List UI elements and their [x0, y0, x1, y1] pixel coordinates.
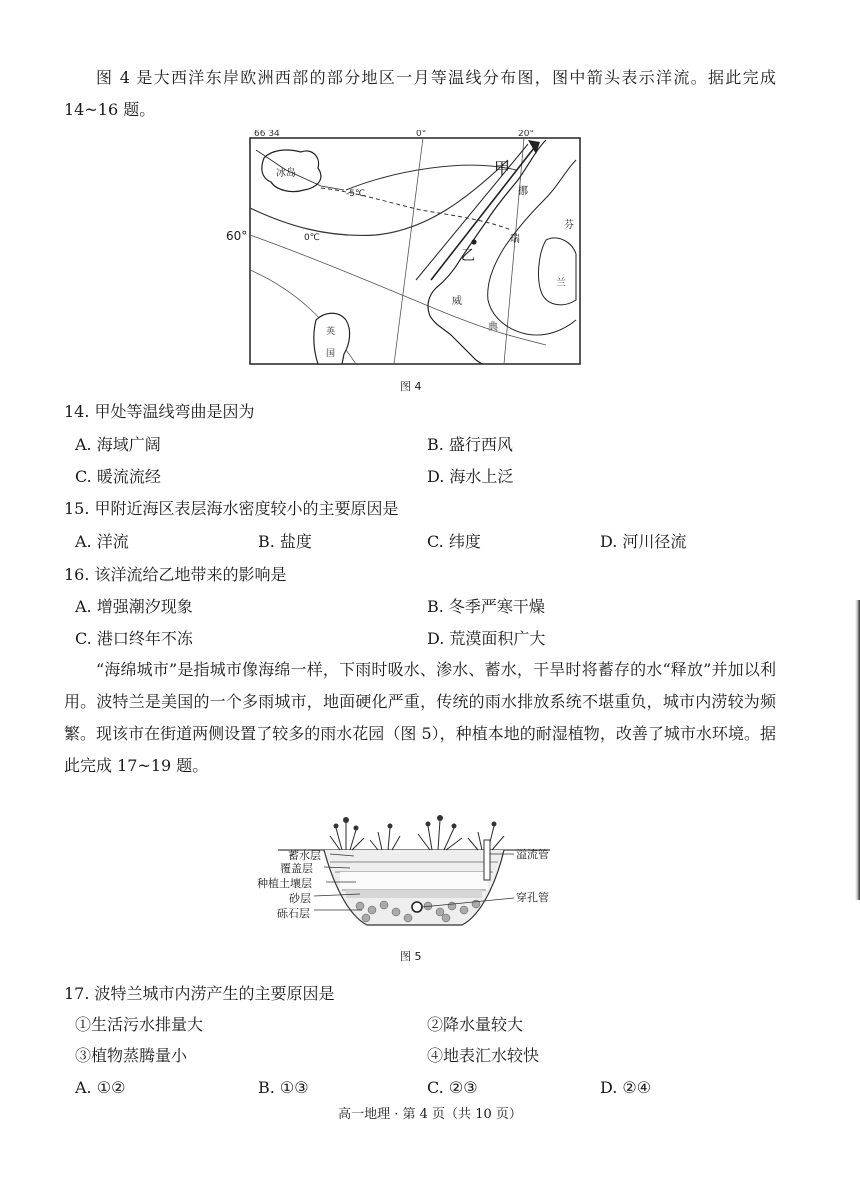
label-yi: 乙	[461, 248, 475, 264]
page-footer: 高一地理 · 第 4 页（共 10 页）	[338, 1107, 522, 1122]
q17-option-b[interactable]: B. ①③	[258, 1078, 309, 1097]
question-14: 14. 甲处等温线弯曲是因为	[64, 402, 255, 421]
label-perforated-pipe: 穿孔管	[516, 891, 549, 904]
q14-option-a[interactable]: A. 海域广阔	[75, 435, 161, 454]
q15-option-b[interactable]: B. 盐度	[258, 532, 312, 551]
label-iso-0: 0℃	[304, 233, 320, 243]
perforated-pipe-icon	[412, 902, 422, 912]
label-iso-minus5: -5℃	[346, 189, 366, 199]
q16-option-a[interactable]: A. 增强潮汐现象	[75, 597, 193, 616]
label-soil-layer: 种植土壤层	[257, 877, 312, 890]
q14-option-b[interactable]: B. 盛行西风	[427, 435, 513, 454]
label-uk-1: 英	[326, 327, 336, 337]
q16-option-c[interactable]: C. 港口终年不冻	[75, 629, 193, 648]
q17-statement-2: ②降水量较大	[427, 1015, 524, 1034]
q17-statement-3: ③植物蒸腾量小	[75, 1046, 188, 1065]
fig4-intro: 图 4 是大西洋东岸欧洲西部的部分地区一月等温线分布图，图中箭头表示洋流。据此完成 14~16 题。	[64, 68, 776, 119]
label-cover-layer: 覆盖层	[280, 862, 313, 875]
q17-option-d[interactable]: D. ②④	[600, 1078, 652, 1097]
q14-option-c[interactable]: C. 暖流流经	[75, 467, 161, 486]
label-iceland: 冰岛	[276, 168, 296, 179]
q15-option-a[interactable]: A. 洋流	[75, 532, 129, 551]
q17-option-c[interactable]: C. ②③	[427, 1078, 478, 1097]
question-17: 17. 波特兰城市内涝产生的主要原因是	[64, 984, 335, 1003]
label-sweden-2: 典	[488, 322, 498, 333]
q15-option-d[interactable]: D. 河川径流	[600, 532, 687, 551]
lon-label-2: 0°	[416, 130, 427, 139]
lon-label-1: 66 34	[254, 130, 280, 139]
label-uk-2: 国	[326, 349, 336, 359]
question-16: 16. 该洋流给乙地带来的影响是	[64, 565, 287, 584]
label-finland-2: 兰	[556, 278, 566, 289]
label-water-layer: 蓄水层	[288, 849, 321, 862]
lat-label: 60°	[226, 229, 248, 243]
label-norway-1: 挪	[518, 186, 528, 197]
label-gravel-layer: 砾石层	[277, 907, 310, 920]
q14-option-d[interactable]: D. 海水上泛	[427, 467, 514, 486]
label-finland-1: 芬	[564, 220, 574, 231]
plants-icon	[330, 820, 504, 850]
fig4-caption: 图 4	[400, 380, 422, 393]
lon-label-3: 20°	[518, 130, 534, 139]
figure-4-isotherm-map	[246, 130, 586, 370]
q16-option-d[interactable]: D. 荒漠面积广大	[427, 629, 546, 648]
fig5-intro: “海绵城市”是指城市像海绵一样，下雨时吸水、渗水、蓄水，干旱时将蓄存的水“释放”并加以利用。波特兰是美国的一个多雨城市，地面硬化严重，传统的雨水排放系统不堪重负，城市内涝较为频繁。现该市在街道两侧设置了较多的雨水花园（图 5），种植本地的耐湿植物，改善了城市水环境。据此完成 17~19 题。	[64, 660, 776, 775]
scan-edge-shadow	[855, 600, 860, 900]
label-sweden-1: 瑞	[510, 234, 520, 245]
fig5-caption: 图 5	[400, 950, 422, 963]
label-overflow-pipe: 溢流管	[516, 848, 549, 861]
q17-option-a[interactable]: A. ①②	[75, 1078, 126, 1097]
label-sand-layer: 砂层	[289, 892, 311, 905]
q17-statement-1: ①生活污水排量大	[75, 1015, 204, 1034]
q17-statement-4: ④地表汇水较快	[427, 1046, 540, 1065]
q15-option-c[interactable]: C. 纬度	[427, 532, 481, 551]
q16-option-b[interactable]: B. 冬季严寒干燥	[427, 597, 545, 616]
label-jia: 甲	[494, 159, 511, 178]
question-15: 15. 甲附近海区表层海水密度较小的主要原因是	[64, 499, 399, 518]
label-norway-2: 威	[452, 296, 462, 307]
